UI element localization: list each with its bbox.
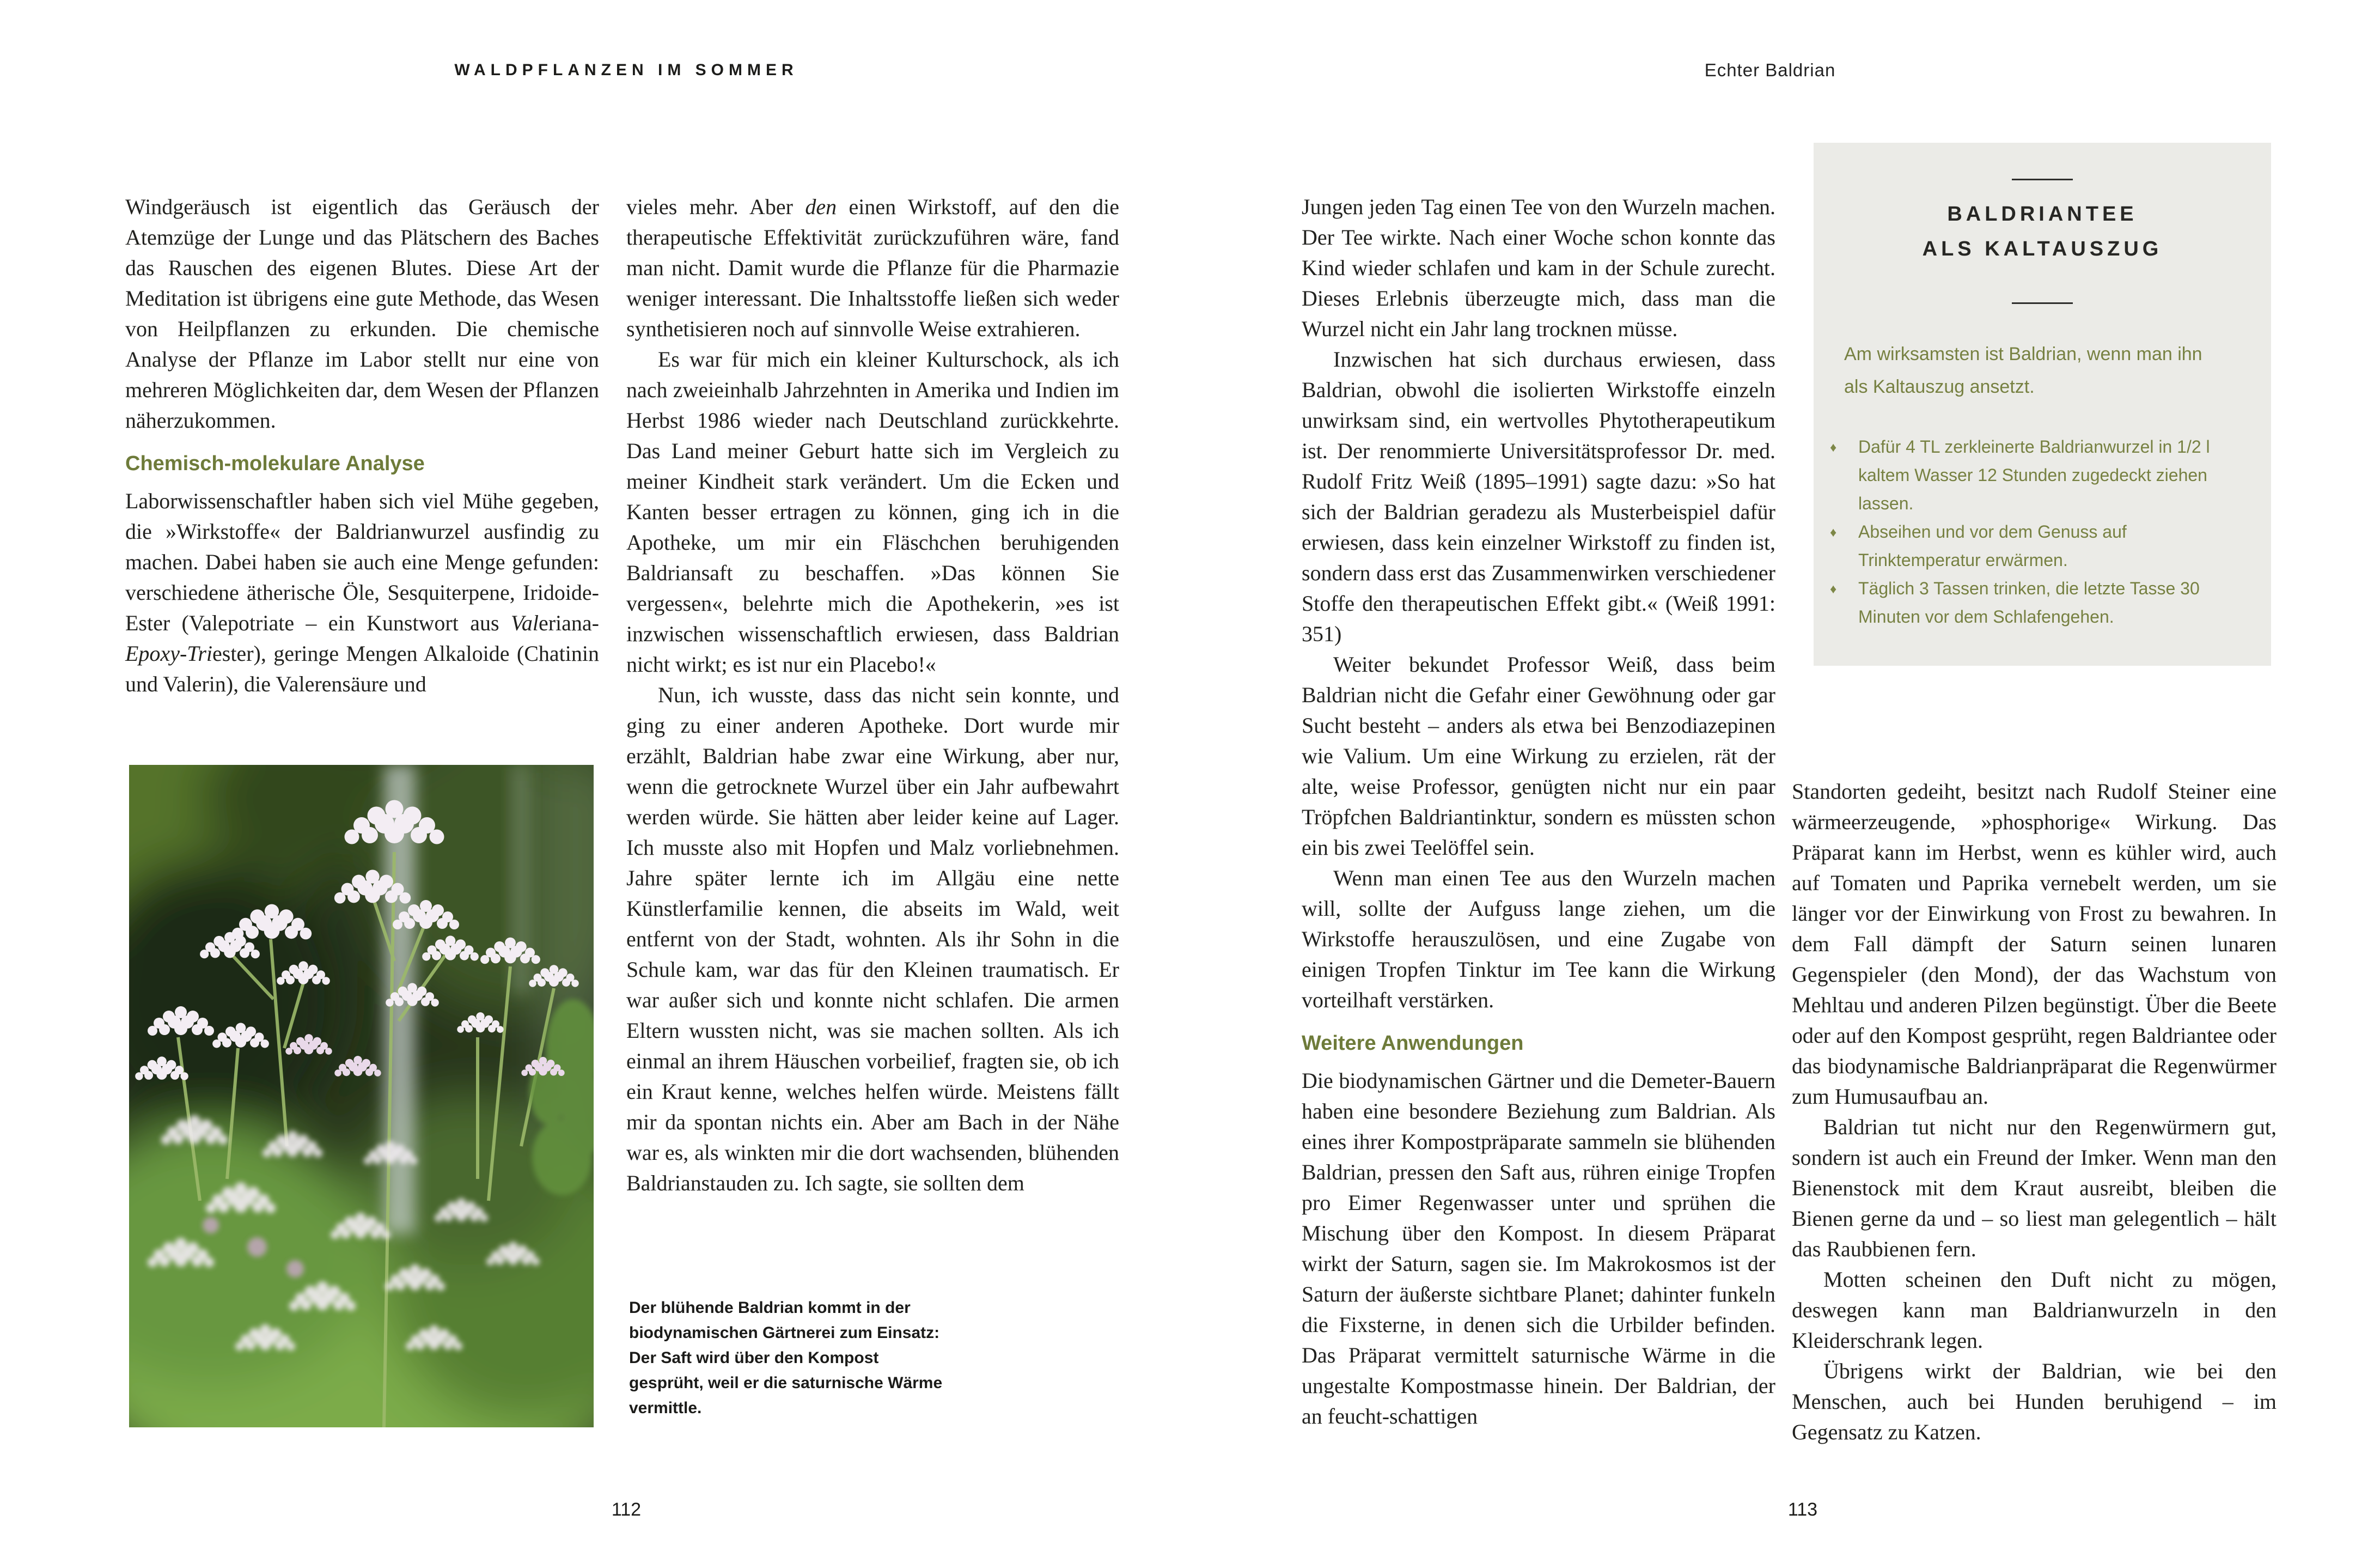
decorative-rule bbox=[2012, 179, 2073, 180]
bullet-text: Dafür 4 TL zerkleinerte Baldrianwurzel in 1/2 l kaltem Wasser 12 Stunden zugedeckt ziehen lassen. bbox=[1858, 437, 2210, 513]
bullet-text: Abseihen und vor dem Genuss auf Trinktemperatur erwärmen. bbox=[1858, 522, 2127, 570]
infobox-intro: Am wirksamsten ist Baldrian, wenn man ihn als Kaltauszug ansetzt. bbox=[1844, 344, 2202, 397]
section-heading-chemisch: Chemisch-molekulare Analyse bbox=[125, 452, 425, 475]
paragraph: Standorten gedeiht, besitzt nach Rudolf Steiner eine wärmeerzeugende, »phosphorige« Wirkung. Das Präparat kann im Herbst, wenn es kühler wird, auch auf Tomaten und Paprika vernebelt werden, um sie länger vor der Einwirkung von Frost zu bewahren. In dem Fall dämpft der Saturn seinen lunaren Gegenspieler (den Mond), der das Wachstum von Mehltau und anderen Pilzen begünstigt. Über die Beete oder auf den Kompost gesprüht, regen Baldriantee oder das biodynamische Baldrianpräparat die Regenwürmer zum Humusaufbau an. bbox=[1792, 779, 2277, 1109]
photo-caption: Der blühende Baldrian kommt in der biodynamischen Gärtnerei zum Einsatz: Der Saft wird über den Kompost gesprüht, weil er die saturnische Wärme vermittle. bbox=[629, 1299, 943, 1417]
running-header-right: Echter Baldrian bbox=[1704, 60, 1836, 80]
page113-column-1 bbox=[1302, 192, 1775, 1432]
page-number-112: 112 bbox=[611, 1499, 642, 1520]
bullet-text: Täglich 3 Tassen trinken, die letzte Tasse 30 Minuten vor dem Schlafengehen. bbox=[1858, 579, 2200, 627]
paragraph: Laborwissenschaftler haben sich viel Mühe gegeben, die »Wirkstoffe« der Baldrianwurzel ausfindig zu machen. Dabei haben sie auch eine Menge gefunden: verschiedene ätherische Öle, Sesquiterpene, Iridoide-Ester (Valepotriate – ein Kunstwort aus Valeriana-Epoxy-Triester), geringe Mengen Alkaloide (Chatinin und Valerin), die Valerensäure und bbox=[125, 489, 599, 696]
infobox-bullet-list bbox=[1830, 433, 2228, 631]
paragraph: Windgeräusch ist eigentlich das Geräusch der Atemzüge der Lunge und das Plätschern des Baches das Rauschen des eigenen Blutes. Diese Art der Meditation ist übrigens eine gute Methode, das Wesen von Heilpflanzen zu erkunden. Die chemische Analyse der Pflanze im Labor stellt nur eine von mehreren Möglichkeiten dar, dem Wesen der Pflanzen näherzukommen. bbox=[125, 194, 599, 433]
diamond-bullet-icon: ♦ bbox=[1830, 582, 1837, 597]
infobox-title bbox=[1814, 197, 2271, 266]
page-number-113: 113 bbox=[1787, 1499, 1818, 1520]
paragraph: Motten scheinen den Duft nicht zu mögen, deswegen kann man Baldrianwurzeln in den Kleiderschrank legen. bbox=[1792, 1267, 2277, 1353]
recipe-infobox bbox=[1814, 143, 2271, 666]
section-heading-anwendungen: Weitere Anwendungen bbox=[1302, 1032, 1524, 1055]
paragraph: Nun, ich wusste, dass das nicht sein konnte, und ging zu einer anderen Apotheke. Dort wurde mir erzählt, Baldrian habe zwar eine Wirkung, aber nur, wenn die getrocknete Wurzel über ein Jahr aufbewahrt werden würde. Sie hätten aber leider keine auf Lager. Ich musste also mit Hopfen und Malz vorliebnehmen. Jahre später lernte ich im Allgäu eine nette Künstlerfamilie kennen, die abseits im Wald, weit entfernt von der Stadt, wohnten. Als ihr Sohn in die Schule kam, war das für den Kleinen traumatisch. Er war außer sich und konnte nicht schlafen. Die armen Eltern wussten nicht, was sie machen sollten. Als ich einmal an ihrem Häuschen vorbeilief, fragten sie, ob ich ein Kraut kenne, welches helfen würde. Meistens fällt mir da spontan nichts ein. Aber am Bach in der Nähe war es, als winkten mir die dort wachsenden, blühenden Baldrianstauden zu. Ich sagte, sie sollten dem bbox=[626, 683, 1119, 1195]
paragraph: Baldrian tut nicht nur den Regenwürmern gut, sondern ist auch ein Freund der Imker. Wenn man den Bienenstock mit dem Kraut ausreibt, bleiben die Bienen gerne da und – so liest man gelegentlich – hält das Raubbienen fern. bbox=[1792, 1115, 2277, 1261]
valerian-photo bbox=[129, 765, 594, 1427]
running-header-left: WALDPFLANZEN IM SOMMER bbox=[454, 61, 798, 79]
infobox-title-line1: BALDRIANTEE bbox=[1947, 203, 2138, 226]
paragraph: Es war für mich ein kleiner Kulturschock, als ich nach zweieinhalb Jahrzehnten in Amerika und Indien im Herbst 1986 wieder nach Deutschland zurückkehrte. Das Land meiner Geburt hatte sich im Vergleich zu meiner Kindheit stark verändert. Um die Ecken und Kanten besser ertragen zu können, ging ich in die Apotheke, um mir ein Fläschchen beruhigenden Baldriansaft zu beschaffen. »Das können Sie vergessen«, belehrte mich die Apothekerin, »es ist inzwischen wissenschaftlich erwiesen, dass Baldrian nicht wirkt; es ist nur ein Placebo!« bbox=[626, 347, 1119, 677]
decorative-rule bbox=[2012, 302, 2073, 304]
paragraph: Weiter bekundet Professor Weiß, dass beim Baldrian nicht die Gefahr einer Gewöhnung oder gar Sucht besteht – anders als etwa bei Benzodiazepinen wie Valium. Um eine Wirkung zu erzielen, rät der alte, weise Professor, genügten nicht nur ein paar Tröpfchen Baldriantinktur, sondern es müssten schon ein bis zwei Teelöffel sein. bbox=[1302, 652, 1775, 860]
page112-column-1 bbox=[125, 192, 599, 700]
page112-column-2 bbox=[626, 192, 1119, 1199]
infobox-title-line2: ALS KALTAUSZUG bbox=[1922, 238, 2163, 260]
list-item bbox=[1830, 433, 2228, 518]
paragraph: Jungen jeden Tag einen Tee von den Wurzeln machen. Der Tee wirkte. Nach einer Woche schon konnte das Kind wieder schlafen und kam in der Schule zurecht. Dieses Erlebnis überzeugte mich, dass man die Wurzel nicht ein Jahr lang trocknen müsse. bbox=[1302, 194, 1775, 341]
paragraph: vieles mehr. Aber den einen Wirkstoff, auf den die therapeutische Effektivität zurückzuführen wäre, fand man nicht. Damit wurde die Pflanze für die Pharmazie weniger interessant. Die Inhaltsstoffe ließen sich weder synthetisieren noch auf sinnvolle Weise extrahieren. bbox=[626, 194, 1119, 341]
diamond-bullet-icon: ♦ bbox=[1830, 525, 1837, 540]
list-item bbox=[1830, 574, 2228, 631]
paragraph: Übrigens wirkt der Baldrian, wie bei den Menschen, auch bei Hunden beruhigend – im Gegensatz zu Katzen. bbox=[1792, 1359, 2277, 1444]
paragraph: Die biodynamischen Gärtner und die Demeter-Bauern haben eine besondere Beziehung zum Baldrian. Als eines ihrer Kompostpräparate sammeln sie blühenden Baldrian, pressen den Saft aus, rühren einige Tropfen pro Eimer Regenwasser unter und sprühen die Mischung über den Kompost. In diesem Präparat wirkt der Saturn, sagen sie. Im Makrokosmos ist der Saturn der äußerste sichtbare Planet; dahinter funkeln die Fixsterne, in denen sich die Urbilder befinden. Das Präparat vermittelt saturnische Wärme in die ungestalte Kompostmasse hinein. Der Baldrian, der an feucht-schattigen bbox=[1302, 1068, 1775, 1428]
diamond-bullet-icon: ♦ bbox=[1830, 440, 1837, 455]
paragraph: Wenn man einen Tee aus den Wurzeln machen will, sollte der Aufguss lange ziehen, um die Wirkstoffe herauszulösen, und eine Zugabe von einigen Tropfen Tinktur im Tee kann die Wirkung vorteilhaft verstärken. bbox=[1302, 866, 1775, 1012]
paragraph: Inzwischen hat sich durchaus erwiesen, dass Baldrian, obwohl die isolierten Wirkstoffe einzeln unwirksam sind, ein wertvolles Phytotherapeutikum ist. Der renommierte Universitätsprofessor Dr. med. Rudolf Fritz Weiß (1895–1991) sagte dazu: »So hat sich der Baldrian geradezu als Musterbeispiel dafür erwiesen, dass kein einzelner Wirkstoff zu finden ist, sondern dass erst das Zusammenwirken verschiedener Stoffe den therapeutischen Effekt gibt.« (Weiß 1991: 351) bbox=[1302, 347, 1775, 646]
page113-column-2 bbox=[1792, 776, 2277, 1447]
list-item bbox=[1830, 518, 2228, 574]
